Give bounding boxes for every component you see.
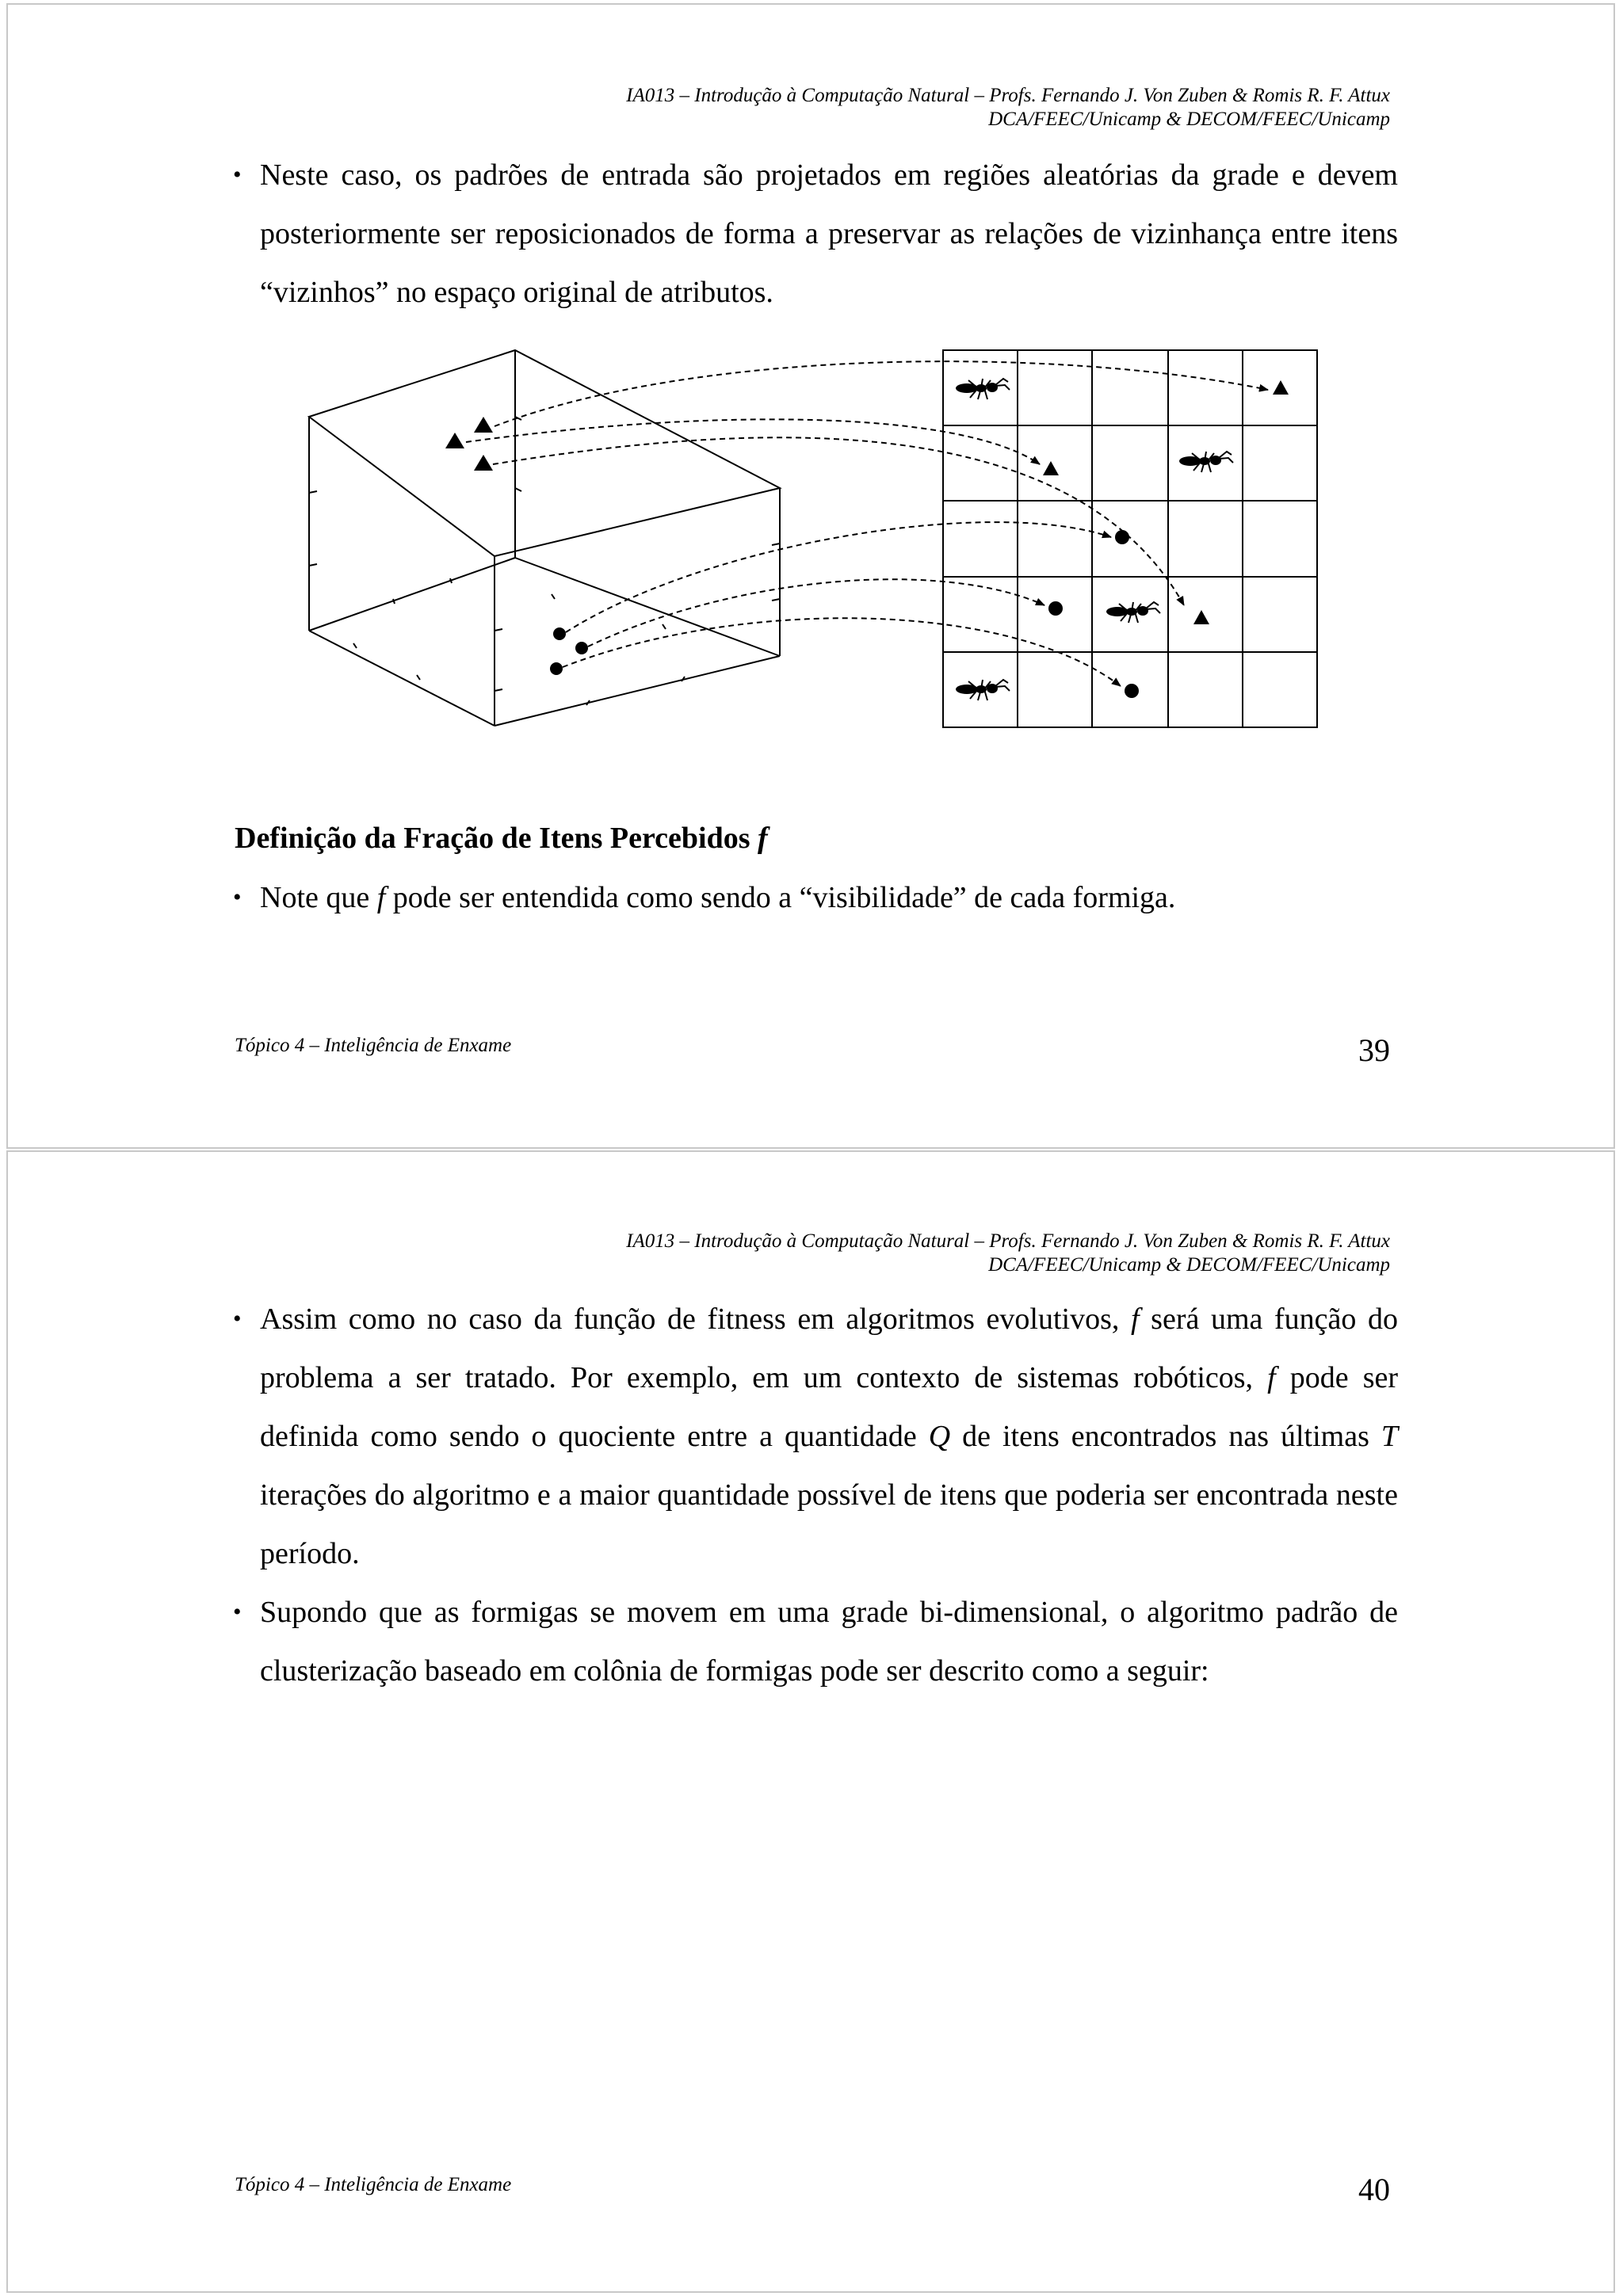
projection-arrows	[466, 361, 1268, 686]
ant-icon	[1179, 452, 1233, 472]
bullet-visibility	[233, 868, 1398, 927]
cube-items	[445, 417, 588, 675]
header-course-line: IA013 – Introdução à Computação Natural – Profs. Fernando J. Von Zuben & Romis R. F. Attux	[626, 1230, 1390, 1252]
symbol-f: f	[1267, 1361, 1276, 1394]
bullet-text: Supondo que as formigas se movem em uma grade bi-dimensional, o algoritmo padrão de clusterização baseado em colônia de formigas pode ser descrito como a seguir:	[260, 1596, 1398, 1688]
triangle-marker	[474, 417, 493, 433]
bullet-grid-algorithm	[233, 1583, 1398, 1700]
header-course-line: IA013 – Introdução à Computação Natural – Profs. Fernando J. Von Zuben & Romis R. F. Attux	[626, 85, 1390, 106]
section-title-symbol: f	[758, 822, 768, 855]
projection-diagram	[293, 338, 1339, 749]
symbol-f: f	[376, 881, 386, 914]
circle-marker	[553, 627, 566, 640]
ant-grid	[943, 350, 1317, 727]
slide-header	[626, 1230, 1390, 1277]
bullet-icon: •	[233, 1306, 242, 1332]
attribute-space-cube	[309, 350, 780, 726]
bullet-icon: •	[233, 884, 242, 910]
symbol-t: T	[1381, 1420, 1398, 1453]
circle-marker	[1048, 601, 1063, 616]
slide-39	[6, 3, 1615, 1149]
text-fragment: iterações do algoritmo e a maior quantidade possível de itens que poderia ser encontrada neste período.	[260, 1478, 1398, 1570]
slide-footer: Tópico 4 – Inteligência de Enxame	[235, 2174, 512, 2195]
symbol-q: Q	[928, 1420, 951, 1453]
triangle-marker	[474, 455, 493, 471]
bullet-fitness	[233, 1290, 1398, 1583]
bullet-projection	[233, 146, 1398, 322]
text-fragment: Note que	[260, 881, 377, 914]
triangle-marker	[1043, 461, 1059, 475]
triangle-marker	[1193, 610, 1209, 624]
symbol-f: f	[1130, 1302, 1140, 1336]
section-title	[235, 821, 768, 856]
text-fragment: de itens encontrados nas últimas	[950, 1420, 1381, 1453]
bullet-icon: •	[233, 162, 242, 188]
text-fragment: Assim como no caso da função de fitness em algoritmos evolutivos,	[260, 1302, 1131, 1336]
bullet-icon: •	[233, 1599, 242, 1625]
circle-marker	[550, 662, 563, 675]
section-title-text: Definição da Fração de Itens Percebidos	[235, 822, 758, 855]
circle-marker	[575, 642, 588, 654]
slide-footer: Tópico 4 – Inteligência de Enxame	[235, 1035, 512, 1056]
ant-icon	[956, 379, 1010, 399]
cube-top-face	[309, 350, 780, 556]
header-department-line: DCA/FEEC/Unicamp & DECOM/FEEC/Unicamp	[988, 109, 1390, 130]
text-fragment: pode ser definida como sendo o quociente entre a quantidade	[260, 1361, 1398, 1453]
text-fragment: será uma função do problema a ser tratado. Por exemplo, em um contexto de sistemas robóticos,	[260, 1302, 1398, 1394]
ant-icon	[1106, 602, 1160, 623]
bullet-text: Neste caso, os padrões de entrada são projetados em regiões aleatórias da grade e devem posteriormente ser reposicionados de forma a preservar as relações de vizinhança entre itens “vizinhos” no espaço original de atributos.	[260, 158, 1398, 309]
header-department-line: DCA/FEEC/Unicamp & DECOM/FEEC/Unicamp	[988, 1254, 1390, 1276]
page-number: 40	[1358, 2172, 1390, 2207]
triangle-marker	[1273, 380, 1289, 395]
circle-marker	[1125, 684, 1139, 698]
bullet-text	[260, 868, 1398, 927]
slide-header	[626, 84, 1390, 132]
grid-items	[1043, 380, 1289, 698]
bullet-text	[260, 1290, 1398, 1583]
triangle-marker	[445, 433, 464, 448]
text-fragment: pode ser entendida como sendo a “visibilidade” de cada formiga.	[385, 881, 1176, 914]
circle-marker	[1115, 530, 1129, 544]
slide-40	[6, 1150, 1615, 2293]
page-number: 39	[1358, 1032, 1390, 1068]
ant-icon	[956, 680, 1010, 700]
